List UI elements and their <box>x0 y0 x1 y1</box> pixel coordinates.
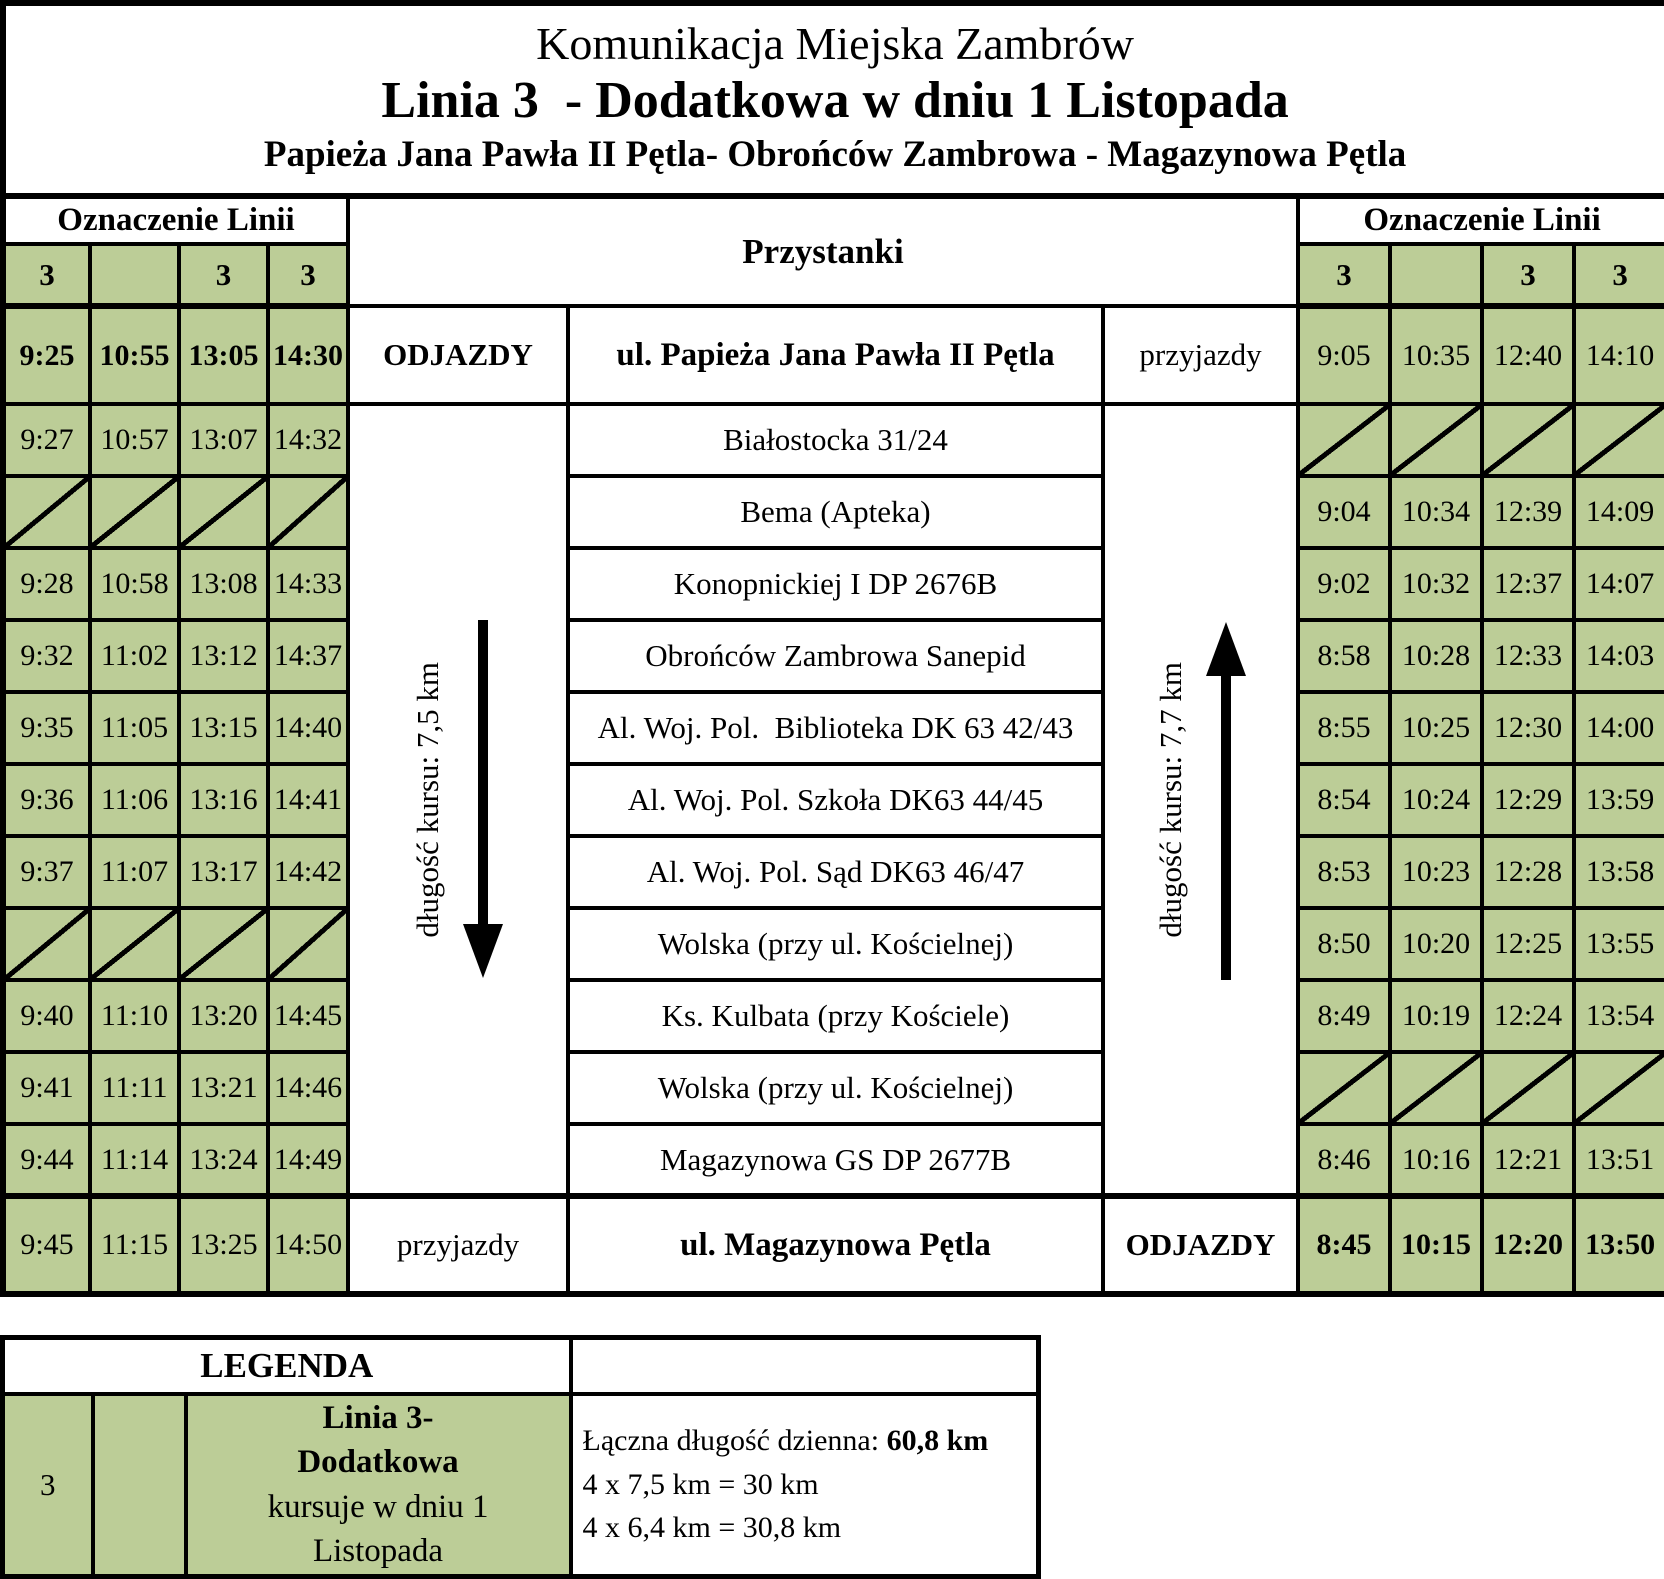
arrival-time-cell <box>1298 1052 1390 1124</box>
timetable-row <box>3 548 1664 620</box>
arrival-time-cell: 12:24 <box>1482 980 1574 1052</box>
line-number-cell: 3 <box>179 244 268 306</box>
stop-name-cell: Al. Woj. Pol. Szkoła DK63 44/45 <box>568 764 1103 836</box>
stop-name-cell: Bema (Apteka) <box>568 476 1103 548</box>
stop-name-cell: Konopnickiej I DP 2676B <box>568 548 1103 620</box>
departure-time-cell <box>3 908 90 980</box>
arrival-time-cell: 12:37 <box>1482 548 1574 620</box>
up-arrow-icon <box>1203 620 1249 980</box>
arrival-time-cell: 14:00 <box>1574 692 1664 764</box>
departure-time-cell: 11:10 <box>90 980 179 1052</box>
legend-body-row <box>3 1394 1039 1577</box>
departure-time-cell: 14:32 <box>268 404 348 476</box>
legend-line-note: Listopada <box>312 1533 444 1570</box>
arrival-time-cell: 8:50 <box>1298 908 1390 980</box>
departure-time-cell: 13:25 <box>179 1196 268 1294</box>
legend-line-title: Dodatkowa <box>297 1444 459 1481</box>
stop-name-cell: ul. Magazynowa Pętla <box>568 1196 1103 1294</box>
arrival-time-cell <box>1482 404 1574 476</box>
line-number-cell: 3 <box>268 244 348 306</box>
stop-name-cell: Al. Woj. Pol. Sąd DK63 46/47 <box>568 836 1103 908</box>
legend-calc-line: 4 x 7,5 km = 30 km <box>582 1467 819 1501</box>
departure-time-cell: 9:35 <box>3 692 90 764</box>
arrival-time-cell: 8:53 <box>1298 836 1390 908</box>
arrival-time-cell <box>1298 404 1390 476</box>
legend-calc-line: 4 x 6,4 km = 30,8 km <box>582 1511 842 1545</box>
arrival-time-cell: 13:58 <box>1574 836 1664 908</box>
departure-time-cell: 9:45 <box>3 1196 90 1294</box>
arrival-time-cell: 10:20 <box>1390 908 1482 980</box>
timetable-row <box>3 908 1664 980</box>
legend-daily-length-value: 60,8 km <box>886 1424 989 1458</box>
line-number-cell: 3 <box>1298 244 1390 306</box>
arrival-time-cell: 8:45 <box>1298 1196 1390 1294</box>
arrival-time-cell: 10:16 <box>1390 1124 1482 1196</box>
outbound-length-cell <box>348 404 568 1196</box>
legend-line-note: kursuje w dniu 1 <box>267 1488 489 1525</box>
route-length-return-label: długość kursu: 7,7 km <box>1152 661 1188 938</box>
arrival-time-cell <box>1390 1052 1482 1124</box>
departure-time-cell: 11:05 <box>90 692 179 764</box>
departure-time-cell <box>268 908 348 980</box>
departure-time-cell: 13:08 <box>179 548 268 620</box>
legend-line-number: 3 <box>3 1394 93 1577</box>
arrival-time-cell: 12:33 <box>1482 620 1574 692</box>
legend-header-spacer <box>571 1338 1039 1394</box>
arrivals-label: przyjazdy <box>1103 306 1298 404</box>
departure-time-cell: 11:07 <box>90 836 179 908</box>
arrival-time-cell: 13:51 <box>1574 1124 1664 1196</box>
stop-name-cell: Magazynowa GS DP 2677B <box>568 1124 1103 1196</box>
stop-name-cell: Białostocka 31/24 <box>568 404 1103 476</box>
timetable-row <box>3 980 1664 1052</box>
departure-time-cell: 13:21 <box>179 1052 268 1124</box>
arrival-time-cell: 14:03 <box>1574 620 1664 692</box>
stop-name-cell: Wolska (przy ul. Kościelnej) <box>568 1052 1103 1124</box>
arrival-time-cell: 10:28 <box>1390 620 1482 692</box>
title-row <box>3 3 1664 196</box>
page-title <box>3 3 1664 196</box>
departure-time-cell: 11:06 <box>90 764 179 836</box>
return-length-cell <box>1103 404 1298 1196</box>
legend-header-row <box>3 1338 1039 1394</box>
departure-time-cell: 14:30 <box>268 306 348 404</box>
departure-time-cell <box>90 476 179 548</box>
timetable-row <box>3 620 1664 692</box>
departure-time-cell: 9:28 <box>3 548 90 620</box>
legend-daily-length-label: Łączna długość dzienna: <box>582 1424 887 1458</box>
arrival-time-cell: 10:23 <box>1390 836 1482 908</box>
departure-time-cell: 14:41 <box>268 764 348 836</box>
line-number-cell <box>1390 244 1482 306</box>
legend-table <box>0 1335 1041 1579</box>
timetable-row <box>3 404 1664 476</box>
departure-time-cell: 11:11 <box>90 1052 179 1124</box>
departures-label: ODJAZDY <box>348 306 568 404</box>
line-number-cell: 3 <box>3 244 90 306</box>
arrival-time-cell: 9:05 <box>1298 306 1390 404</box>
departure-time-cell: 14:33 <box>268 548 348 620</box>
stop-name-cell: ul. Papieża Jana Pawła II Pętla <box>568 306 1103 404</box>
legend-line-name <box>186 1394 571 1577</box>
stop-name-cell: Wolska (przy ul. Kościelnej) <box>568 908 1103 980</box>
departure-time-cell <box>90 908 179 980</box>
timetable-row <box>3 1124 1664 1196</box>
arrival-time-cell: 9:04 <box>1298 476 1390 548</box>
right-line-designation-header: Oznaczenie Linii <box>1298 196 1664 244</box>
departure-time-cell: 14:46 <box>268 1052 348 1124</box>
departure-time-cell: 13:20 <box>179 980 268 1052</box>
departure-time-cell: 14:50 <box>268 1196 348 1294</box>
departure-time-cell: 14:42 <box>268 836 348 908</box>
departure-time-cell: 9:41 <box>3 1052 90 1124</box>
arrival-time-cell: 12:25 <box>1482 908 1574 980</box>
arrival-time-cell: 8:58 <box>1298 620 1390 692</box>
title-line-name: Linia 3 - Dodatkowa w dniu 1 Listopada <box>381 72 1289 130</box>
departure-time-cell: 10:58 <box>90 548 179 620</box>
departure-time-cell: 11:15 <box>90 1196 179 1294</box>
stops-header: Przystanki <box>348 196 1298 306</box>
departure-time-cell: 9:40 <box>3 980 90 1052</box>
timetable-row <box>3 836 1664 908</box>
arrival-time-cell: 14:09 <box>1574 476 1664 548</box>
departure-time-cell: 14:49 <box>268 1124 348 1196</box>
departure-time-cell: 10:55 <box>90 306 179 404</box>
arrival-time-cell: 10:32 <box>1390 548 1482 620</box>
arrival-time-cell: 9:02 <box>1298 548 1390 620</box>
arrival-time-cell: 10:25 <box>1390 692 1482 764</box>
arrival-time-cell: 10:35 <box>1390 306 1482 404</box>
departure-time-cell: 9:37 <box>3 836 90 908</box>
arrival-time-cell: 13:59 <box>1574 764 1664 836</box>
departure-time-cell: 13:16 <box>179 764 268 836</box>
departure-time-cell: 13:12 <box>179 620 268 692</box>
line-number-cell <box>90 244 179 306</box>
arrival-time-cell: 10:19 <box>1390 980 1482 1052</box>
legend-header: LEGENDA <box>3 1338 571 1394</box>
timetable-row <box>3 1052 1664 1124</box>
arrival-time-cell: 10:34 <box>1390 476 1482 548</box>
arrival-time-cell <box>1482 1052 1574 1124</box>
departure-time-cell: 10:57 <box>90 404 179 476</box>
arrival-time-cell: 12:28 <box>1482 836 1574 908</box>
departure-time-cell <box>268 476 348 548</box>
departure-time-cell: 9:25 <box>3 306 90 404</box>
arrival-time-cell: 12:40 <box>1482 306 1574 404</box>
line-number-cell: 3 <box>1482 244 1574 306</box>
departure-time-cell <box>179 476 268 548</box>
arrival-time-cell: 14:07 <box>1574 548 1664 620</box>
arrival-time-cell: 13:55 <box>1574 908 1664 980</box>
arrival-time-cell <box>1390 404 1482 476</box>
timetable-row <box>3 764 1664 836</box>
stop-name-cell: Ks. Kulbata (przy Kościele) <box>568 980 1103 1052</box>
line-number-cell: 3 <box>1574 244 1664 306</box>
route-length-out-label: długość kursu: 7,5 km <box>410 661 445 938</box>
title-route: Papieża Jana Pawła II Pętla- Obrońców Zambrowa - Magazynowa Pętla <box>263 133 1407 175</box>
departure-time-cell: 9:36 <box>3 764 90 836</box>
title-network: Komunikacja Miejska Zambrów <box>536 18 1134 69</box>
timetable-row <box>3 476 1664 548</box>
designation-header-row <box>3 196 1664 244</box>
timetable-row <box>3 306 1664 404</box>
arrival-time-cell: 14:10 <box>1574 306 1664 404</box>
arrival-time-cell <box>1574 404 1664 476</box>
timetable-row <box>3 692 1664 764</box>
arrival-time-cell: 8:54 <box>1298 764 1390 836</box>
departure-time-cell: 9:27 <box>3 404 90 476</box>
arrival-time-cell: 8:49 <box>1298 980 1390 1052</box>
arrival-time-cell: 13:50 <box>1574 1196 1664 1294</box>
departure-time-cell: 11:14 <box>90 1124 179 1196</box>
stop-name-cell: Al. Woj. Pol. Biblioteka DK 63 42/43 <box>568 692 1103 764</box>
down-arrow-icon <box>460 620 506 980</box>
departure-time-cell <box>3 476 90 548</box>
arrival-time-cell <box>1574 1052 1664 1124</box>
legend-empty-cell <box>93 1394 186 1577</box>
arrival-time-cell: 13:54 <box>1574 980 1664 1052</box>
arrival-time-cell: 12:39 <box>1482 476 1574 548</box>
timetable-row <box>3 1196 1664 1294</box>
arrival-time-cell: 12:30 <box>1482 692 1574 764</box>
arrival-time-cell: 12:20 <box>1482 1196 1574 1294</box>
arrival-time-cell: 12:21 <box>1482 1124 1574 1196</box>
legend-line-title: Linia 3- <box>322 1399 434 1436</box>
legend-description <box>571 1394 1039 1577</box>
departure-time-cell: 13:05 <box>179 306 268 404</box>
departure-time-cell <box>179 908 268 980</box>
departure-time-cell: 14:45 <box>268 980 348 1052</box>
departure-time-cell: 9:32 <box>3 620 90 692</box>
departure-time-cell: 13:24 <box>179 1124 268 1196</box>
departure-time-cell: 11:02 <box>90 620 179 692</box>
stop-name-cell: Obrońców Zambrowa Sanepid <box>568 620 1103 692</box>
departure-time-cell: 14:37 <box>268 620 348 692</box>
arrival-time-cell: 12:29 <box>1482 764 1574 836</box>
arrival-time-cell: 8:46 <box>1298 1124 1390 1196</box>
departures-label: ODJAZDY <box>1103 1196 1298 1294</box>
departure-time-cell: 13:17 <box>179 836 268 908</box>
arrival-time-cell: 10:15 <box>1390 1196 1482 1294</box>
arrivals-label: przyjazdy <box>348 1196 568 1294</box>
departure-time-cell: 13:07 <box>179 404 268 476</box>
departure-time-cell: 14:40 <box>268 692 348 764</box>
arrival-time-cell: 8:55 <box>1298 692 1390 764</box>
legend-daily-length <box>583 1419 1033 1463</box>
departure-time-cell: 13:15 <box>179 692 268 764</box>
left-line-designation-header: Oznaczenie Linii <box>3 196 348 244</box>
departure-time-cell: 9:44 <box>3 1124 90 1196</box>
arrival-time-cell: 10:24 <box>1390 764 1482 836</box>
